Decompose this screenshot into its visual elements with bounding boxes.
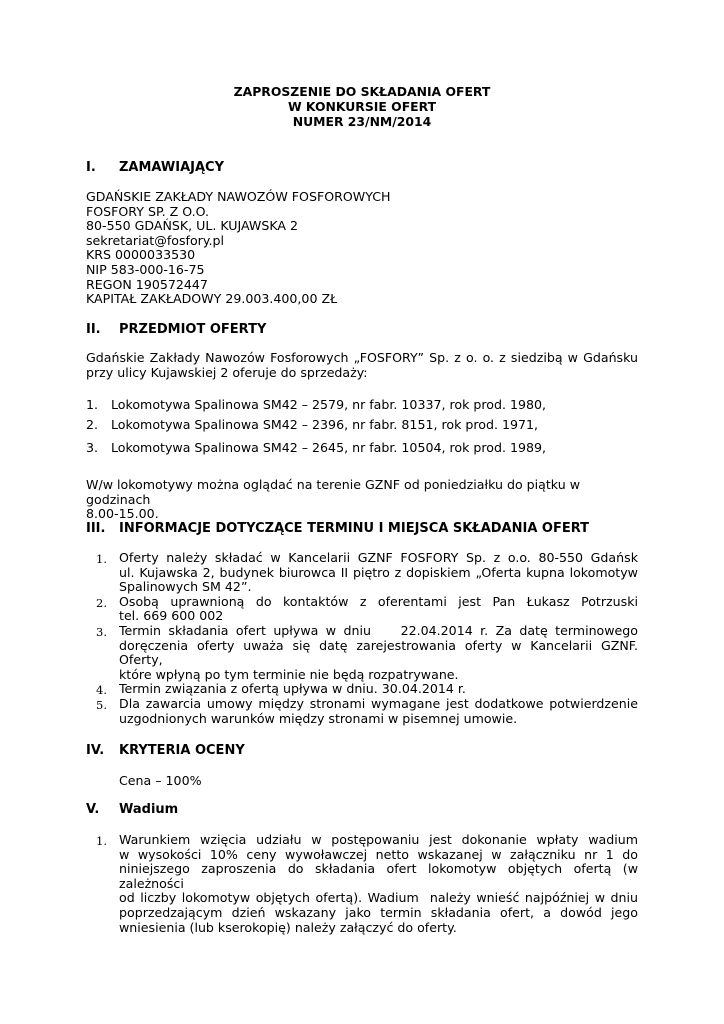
buyer-line: NIP 583-000-16-75: [86, 261, 205, 277]
list-item: [86, 682, 638, 697]
buyer-line: KRS 0000033530: [86, 247, 196, 263]
item-line: ul. Kujawska 2, budynek biurowca II piętro z dopiskiem „Oferta kupna lokomotyw: [119, 564, 638, 580]
item-text: Lokomotywa Spalinowa SM42 – 2396, nr fabr. 8151, rok prod. 1971,: [111, 417, 539, 432]
item-number: 3.: [86, 440, 99, 455]
viewing-note: [86, 478, 638, 522]
section-3-number: III.: [86, 521, 106, 536]
section-1-number: I.: [86, 160, 96, 175]
item-number: 1.: [96, 552, 107, 566]
section-1-title: ZAMAWIAJĄCY: [119, 160, 224, 175]
item-line: tel. 669 600 002: [119, 608, 224, 624]
list-item: [86, 595, 638, 624]
item-line: które wpłyną po tym terminie nie będą rozpatrywane.: [119, 666, 459, 682]
section-4-title: KRYTERIA OCENY: [119, 743, 245, 758]
item-line: Termin związania z ofertą upływa w dniu. 30.04.2014 r.: [119, 681, 466, 697]
item-line: poprzedzającym dzień wskazany jako termin składania ofert, a dowód jego: [119, 904, 638, 920]
list-item: [86, 551, 638, 595]
section-2-number: II.: [86, 322, 101, 337]
section-3-heading: [86, 521, 589, 536]
item-number: 5.: [96, 697, 107, 712]
item-line: Osobą uprawnioną do kontaktów z oferentami jest Pan Łukasz Potrzuski: [119, 593, 638, 609]
viewing-note-line: W/w lokomotywy można oglądać na terenie GZNF od poniedziałku do piątku w godzinach: [86, 477, 580, 507]
section-3-title: INFORMACJE DOTYCZĄCE TERMINU I MIEJSCA SKŁADANIA OFERT: [119, 521, 590, 536]
buyer-line: FOSFORY SP. Z O.O.: [86, 203, 210, 219]
title-line-2: W KONKURSIE OFERT: [287, 98, 437, 114]
buyer-line: REGON 190572447: [86, 276, 208, 292]
locomotive-item: [86, 418, 638, 433]
deposit-list: [86, 833, 638, 935]
locomotive-item: [86, 441, 638, 456]
item-line: niniejszego zaproszenia do składania ofert lokomotyw objętych ofertą (w zależności: [119, 861, 638, 891]
section-5-number: V.: [86, 802, 100, 817]
buyer-line: GDAŃSKIE ZAKŁADY NAWOZÓW FOSFOROWYCH: [86, 189, 391, 204]
item-line: Warunkiem wzięcia udziału w postępowaniu jest dokonanie wpłaty wadium: [119, 832, 638, 847]
item-number: 1.: [96, 834, 107, 848]
item-line: doręczenia oferty uważa się datę zarejestrowania oferty w Kancelarii GZNF. Oferty,: [119, 637, 638, 668]
section-1-heading: [86, 160, 224, 175]
document-title: [86, 85, 638, 129]
section-4-number: IV.: [86, 743, 105, 758]
title-line-1: ZAPROSZENIE DO SKŁADANIA OFERT: [233, 84, 491, 99]
item-line: Spalinowych SM 42”.: [119, 579, 252, 595]
section-4-heading: [86, 743, 245, 758]
item-line: od liczby lokomotyw objętych ofertą). Wadium należy wnieść najpóźniej w dniu: [119, 890, 638, 906]
item-line: Dla zawarcia umowy między stronami wymagane jest dodatkowe potwierdzenie: [119, 695, 638, 711]
item-number: 3.: [96, 624, 107, 639]
submission-info-list: [86, 551, 638, 726]
list-item: [86, 697, 638, 726]
section-5-heading: [86, 802, 178, 817]
item-text: Lokomotywa Spalinowa SM42 – 2579, nr fabr. 10337, rok prod. 1980,: [111, 397, 547, 412]
offer-intro: [86, 351, 638, 380]
item-line: Termin składania ofert upływa w dniu 22.04.2014 r. Za datę terminowego: [119, 622, 638, 638]
offer-intro-line: Gdańskie Zakłady Nawozów Fosforowych „FOSFORY” Sp. z o. o. z siedzibą w Gdańsku: [86, 350, 638, 365]
buyer-email: sekretariat@fosfory.pl: [86, 232, 225, 248]
buyer-line: 80-550 GDAŃSK, UL. KUJAWSKA 2: [86, 218, 299, 234]
item-line: wniesienia (lub kserokopię) należy załączyć do oferty.: [119, 919, 457, 935]
section-5-title: Wadium: [119, 802, 179, 817]
section-2-heading: [86, 322, 266, 337]
item-line: uzgodnionych warunków między stronami w pisemnej umowie.: [119, 710, 518, 726]
list-item: [86, 624, 638, 682]
viewing-note-line: 8.00-15.00.: [86, 506, 159, 522]
section-2-title: PRZEDMIOT OFERTY: [119, 322, 267, 337]
criteria-text: Cena – 100%: [119, 773, 202, 788]
item-number: 4.: [96, 683, 107, 698]
item-line: w wysokości 10% ceny wywoławczej netto wskazanej w załączniku nr 1 do: [119, 846, 638, 862]
item-number: 2.: [96, 595, 107, 610]
title-line-3: NUMER 23/NM/2014: [292, 113, 432, 129]
locomotive-item: [86, 398, 638, 413]
item-number: 2.: [86, 417, 99, 432]
item-number: 1.: [86, 397, 99, 412]
item-line: Oferty należy składać w Kancelarii GZNF FOSFORY Sp. z o.o. 80-550 Gdańsk: [119, 550, 638, 565]
buyer-line: KAPITAŁ ZAKŁADOWY 29.003.400,00 ZŁ: [86, 291, 338, 307]
offer-intro-line: przy ulicy Kujawskiej 2 oferuje do sprzedaży:: [86, 364, 368, 380]
list-item: [86, 833, 638, 935]
buyer-details: [86, 190, 638, 307]
item-text: Lokomotywa Spalinowa SM42 – 2645, nr fabr. 10504, rok prod. 1989,: [111, 440, 547, 455]
